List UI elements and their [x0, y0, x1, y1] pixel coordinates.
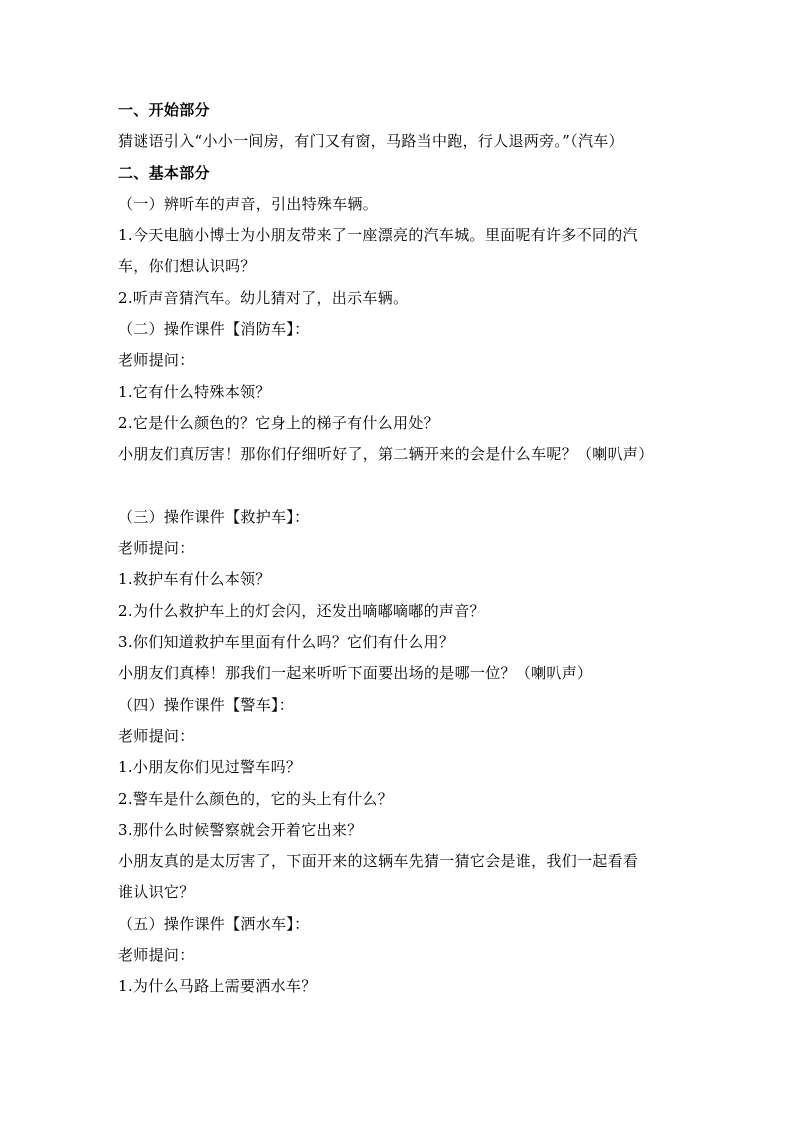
- paragraph-line: 1.今天电脑小博士为小朋友带来了一座漂亮的汽车城。里面呢有许多不同的汽: [118, 226, 638, 245]
- question-item: 1.救护车有什么本领？: [118, 570, 271, 589]
- teacher-question-label: 老师提问：: [118, 351, 195, 370]
- paragraph-line: 2.听声音猜汽车。幼儿猜对了，出示车辆。: [118, 288, 409, 307]
- document-body: [118, 95, 678, 1003]
- subsection-title-4: （四）操作课件【警车】：: [118, 695, 295, 714]
- teacher-question-label: 老师提问：: [118, 726, 195, 745]
- teacher-question-label: 老师提问：: [118, 539, 195, 558]
- riddle-intro: 猜谜语引入“小小一间房，有门又有窗，马路当中跑，行人退两旁。”（汽车）: [118, 132, 624, 151]
- transition-line: 小朋友们真棒！那我们一起来听听下面要出场的是哪一位？（喇叭声）: [118, 664, 593, 683]
- question-item: 2.为什么救护车上的灯会闪，还发出嘀嘟嘀嘟的声音？: [118, 601, 485, 620]
- subsection-title-5: （五）操作课件【洒水车】：: [118, 914, 310, 933]
- teacher-question-label: 老师提问：: [118, 946, 195, 965]
- transition-line: 小朋友真的是太厉害了，下面开来的这辆车先猜一猜它会是谁，我们一起看看: [118, 852, 639, 871]
- subsection-title-2: （二）操作课件【消防车】：: [118, 320, 310, 339]
- question-item: 1.小朋友你们见过警车吗？: [118, 758, 302, 777]
- question-item: 3.你们知道救护车里面有什么吗？它们有什么用？: [118, 633, 455, 652]
- question-item: 2.它是什么颜色的？它身上的梯子有什么用处？: [118, 413, 439, 432]
- question-item: 2.警车是什么颜色的，它的头上有什么？: [118, 789, 394, 808]
- question-item: 3.那什么时候警察就会开着它出来？: [118, 820, 363, 839]
- section-heading-start: 一、开始部分: [118, 101, 210, 119]
- question-item: 1.它有什么特殊本领？: [118, 382, 271, 401]
- transition-line: 谁认识它？: [118, 883, 195, 902]
- section-heading-basic: 二、基本部分: [118, 163, 210, 182]
- subsection-title-1: （一）辨听车的声音，引出特殊车辆。: [118, 194, 379, 213]
- transition-line: 小朋友们真厉害！那你们仔细听好了，第二辆开来的会是什么车呢？（喇叭声）: [118, 445, 654, 464]
- question-item: 1.为什么马路上需要洒水车？: [118, 977, 317, 996]
- subsection-title-3: （三）操作课件【救护车】：: [118, 507, 310, 526]
- blank-line: [118, 471, 678, 502]
- paragraph-line: 车，你们想认识吗？: [118, 257, 256, 276]
